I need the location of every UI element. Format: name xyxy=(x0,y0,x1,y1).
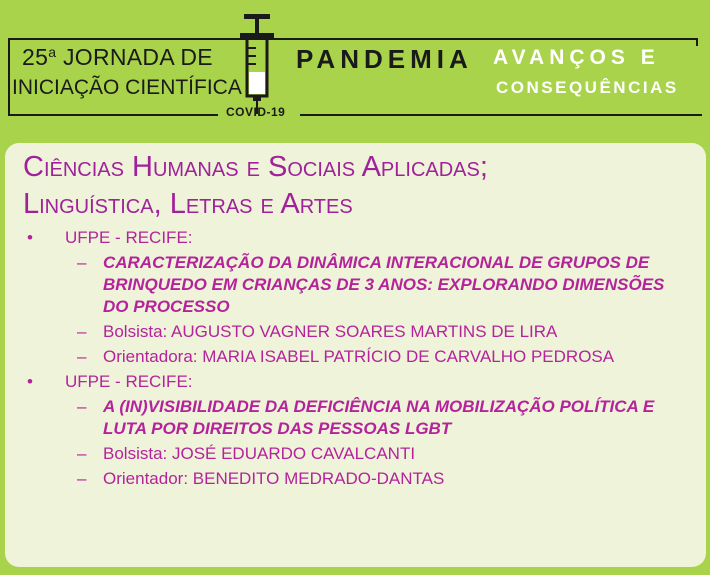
bullet-icon: • xyxy=(27,228,33,247)
section-title xyxy=(23,149,688,223)
syringe-icon xyxy=(234,14,280,118)
event-title-line1 xyxy=(22,44,213,71)
orientador-text: Orientador: BENEDITO MEDRADO-DANTAS xyxy=(103,469,445,488)
project-item xyxy=(23,252,688,318)
event-title-rest: JORNADA DE xyxy=(56,44,213,70)
dash-icon: – xyxy=(77,253,87,272)
header-divider-left xyxy=(8,114,218,116)
dash-icon: – xyxy=(77,444,87,463)
event-title-line2: INICIAÇÃO CIENTÍFICA xyxy=(12,76,242,99)
project-title: CARACTERIZAÇÃO DA DINÂMICA INTERACIONAL DE GRUPOS DE BRINQUEDO EM CRIANÇAS DE 3 ANOS: EXPLORANDO DIMENSÕES DO PROCESSO xyxy=(103,253,665,316)
dash-icon: – xyxy=(77,322,87,341)
orientador-text: Orientadora: MARIA ISABEL PATRÍCIO DE CARVALHO PEDROSA xyxy=(103,347,615,366)
bolsista-text: Bolsista: AUGUSTO VAGNER SOARES MARTINS DE LIRA xyxy=(103,322,558,341)
header-banner xyxy=(0,0,710,140)
bullet-icon: • xyxy=(27,372,33,391)
dash-icon: – xyxy=(77,347,87,366)
bolsista-item xyxy=(23,321,688,343)
institution-label: UFPE - RECIFE: xyxy=(65,228,193,247)
dash-icon: – xyxy=(77,469,87,488)
consequencias-heading: CONSEQUÊNCIAS xyxy=(496,78,679,97)
pandemia-heading: PANDEMIA xyxy=(296,44,473,74)
section-title-line2: Linguística, Letras e Artes xyxy=(23,188,353,220)
section-title-line1: Ciências Humanas e Sociais Aplicadas; xyxy=(23,151,488,183)
dash-icon: – xyxy=(77,397,87,416)
orientador-item xyxy=(23,346,688,368)
header-frame-tick xyxy=(696,38,698,46)
project-item xyxy=(23,396,688,440)
bolsista-text: Bolsista: JOSÉ EDUARDO CAVALCANTI xyxy=(103,444,416,463)
event-ordinal: 25 xyxy=(22,44,49,70)
avancos-heading: AVANÇOS E xyxy=(493,46,660,69)
orientador-item xyxy=(23,468,688,490)
content-panel xyxy=(5,143,706,567)
institution-label: UFPE - RECIFE: xyxy=(65,372,193,391)
covid-label: COVID-19 xyxy=(226,105,286,119)
bolsista-item xyxy=(23,443,688,465)
institution-item xyxy=(23,371,688,393)
header-divider-right xyxy=(300,114,702,116)
institution-item xyxy=(23,227,688,249)
project-title: A (IN)VISIBILIDADE DA DEFICIÊNCIA NA MOBILIZAÇÃO POLÍTICA E LUTA POR DIREITOS DAS PESSOAS LGBT xyxy=(103,397,655,438)
event-ordinal-sup: a xyxy=(48,44,57,60)
